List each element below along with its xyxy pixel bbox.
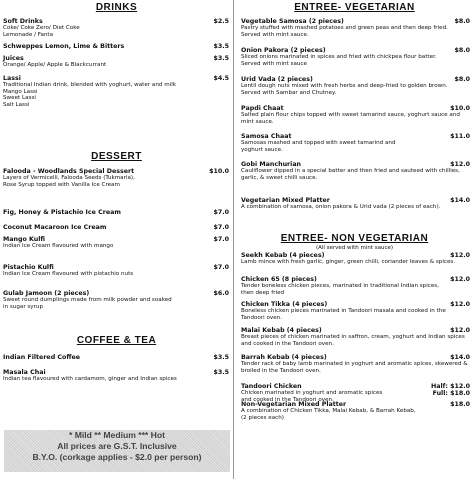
menu-item — [241, 76, 470, 96]
menu-item — [3, 369, 229, 383]
menu-item-price: $14.0 — [450, 354, 470, 361]
menu-item — [241, 161, 470, 181]
menu-item-description: Mango Lassi — [3, 88, 38, 95]
menu-item-description: Traditional Indian drink, blended with yoghurt, water and milk — [3, 82, 176, 88]
menu-item-description: Layers of Vermicelli, Falooda Seeds (Tukmaria), — [3, 175, 135, 181]
menu-item-description: Breast pieces of chicken marinated in saffron, cream, yoghurt and Indian spices — [241, 334, 465, 340]
menu-item — [241, 276, 470, 296]
menu-item-price: $12.0 — [450, 252, 470, 259]
menu-item-name: Soft Drinks — [3, 18, 43, 25]
menu-item-description: Rose Syrup topped with Vanilla Ice Cream — [3, 181, 120, 188]
menu-item — [3, 75, 229, 108]
menu-item-description: then deep fried — [241, 289, 285, 296]
column-divider — [233, 0, 234, 479]
menu-item-price: $3.5 — [213, 354, 229, 361]
menu-item-description: Tender rack of baby lamb marinated in yoghurt and aromatic spices, skewered & — [241, 361, 468, 367]
menu-item-price: $7.0 — [213, 224, 229, 231]
menu-item-price: $12.0 — [450, 301, 470, 308]
menu-item-price: $14.0 — [450, 197, 470, 204]
menu-item-name: Fig, Honey & Pistachio Ice Cream — [3, 209, 121, 216]
menu-item-name: Barrah Kebab (4 pieces) — [241, 354, 327, 361]
menu-item-price: $7.0 — [213, 209, 229, 216]
menu-item-price: $4.5 — [213, 75, 229, 82]
menu-item-price: $10.0 — [209, 168, 229, 175]
menu-item-name: Pistachio Kulfi — [3, 264, 54, 271]
menu-item-description: garlic, & sweet chilli sauce. — [241, 174, 318, 181]
menu-item — [241, 47, 470, 67]
menu-item-description: Samosas mashed and topped with sweet tamarind and — [241, 140, 396, 146]
menu-item — [241, 301, 470, 321]
menu-item-description: (2 pieces each) — [241, 414, 284, 421]
menu-item-description: Lamb mince with fresh garlic, ginger, green chilli, coriander leaves & spices. — [241, 259, 456, 265]
menu-item-name: Indian Filtered Coffee — [3, 354, 80, 361]
menu-item-name: Gobi Manchurian — [241, 161, 302, 168]
menu-item-price: $7.0 — [213, 236, 229, 243]
menu-item-price: $8.0 — [454, 47, 470, 54]
menu-item-description: Served with mint sauce — [241, 60, 307, 67]
menu-item-description: and cooked in the Tandoori oven. — [241, 340, 334, 347]
menu-item — [241, 327, 470, 347]
menu-item-price: $3.5 — [213, 43, 229, 50]
menu-item-price: $10.0 — [450, 105, 470, 112]
menu-item-price: $18.0 — [450, 401, 470, 408]
menu-item-price: $8.0 — [454, 18, 470, 25]
menu-item — [241, 354, 470, 374]
menu-item-description: Indian Ice Cream flavoured with pistachio nuts — [3, 271, 134, 277]
menu-item-price: $2.5 — [213, 18, 229, 25]
menu-item — [3, 55, 229, 69]
menu-item-price: $7.0 — [213, 264, 229, 271]
menu-item-description: Indian Ice Cream flavoured with mango — [3, 243, 114, 249]
menu-item-name: Gulab Jamoon (2 pieces) — [3, 290, 90, 297]
menu-item-price-full: Full: $18.0 — [432, 390, 470, 397]
menu-item-description: Sliced onions marinated in spices and fried with chickpea flour batter. — [241, 54, 437, 60]
menu-item — [3, 354, 229, 361]
menu-item-description: Cauliflower dipped in a special batter and then fried and sauteed with chillies, — [241, 168, 460, 174]
menu-item-description: Salted plain flour chips topped with sweet tamarind sauce, yoghurt sauce and — [241, 112, 460, 118]
menu-item-name: Papdi Chaat — [241, 105, 284, 112]
menu-item-description: mint sauce. — [241, 118, 274, 125]
nonveg-entree-subtitle: (All served with mint sauce) — [315, 245, 394, 251]
menu-item-description: Salt Lassi — [3, 101, 30, 108]
drinks-heading: DRINKS — [95, 2, 138, 13]
menu-item-description: Served with mint sauce. — [241, 31, 309, 38]
menu-item-description: Served with Sambar and Chutney. — [241, 89, 337, 96]
menu-item-description: yoghurt sauce. — [241, 146, 283, 153]
menu-item-price: $6.0 — [213, 290, 229, 297]
menu-item — [3, 236, 229, 250]
menu-item — [3, 168, 229, 188]
menu-item-price: Half: $12.0 — [430, 383, 470, 390]
menu-item-description: Tandoori oven. — [241, 314, 282, 321]
menu-item-name: Juices — [3, 55, 24, 62]
menu-item — [3, 18, 229, 38]
menu-item-description: Lemonade / Fanta — [3, 31, 54, 38]
menu-item-description: Coke/ Coke Zero/ Diet Coke — [3, 25, 80, 31]
menu-item-price: $12.0 — [450, 161, 470, 168]
menu-item-description: A combination of Chicken Tikka, Malai Kebab, & Barrah Kebab, — [241, 408, 416, 414]
menu-item — [241, 401, 470, 421]
menu-item — [3, 290, 229, 310]
menu-item — [241, 133, 470, 153]
menu-footer-note — [4, 430, 230, 472]
menu-item-name: Coconut Macaroon Ice Cream — [3, 224, 107, 231]
menu-item — [241, 252, 470, 266]
menu-item — [3, 264, 229, 278]
menu-item-description: Orange/ Apple/ Apple & Blackcurrant — [3, 62, 107, 68]
menu-item-name: Samosa Chaat — [241, 133, 292, 140]
coffee-tea-heading: COFFEE & TEA — [76, 335, 157, 346]
menu-item-price: $3.5 — [213, 55, 229, 62]
menu-item-price: $12.0 — [450, 276, 470, 283]
menu-item-description: in sugar syrup — [3, 303, 44, 310]
menu-item-price: $12.0 — [450, 327, 470, 334]
menu-item-description: broiled in the Tandoori oven. — [241, 367, 321, 374]
menu-item-description: Pastry stuffed with mashed potatoes and green peas and then deep fried. — [241, 25, 448, 31]
menu-item-name: Schweppes Lemon, Lime & Bitters — [3, 43, 125, 50]
footer-line: B.Y.O. (corkage applies - $2.0 per person) — [32, 452, 202, 462]
menu-item-description: Boneless chicken pieces marinated in Tandoori masala and cooked in the — [241, 308, 446, 314]
veg-entree-heading: ENTREE- VEGETARIAN — [294, 2, 415, 13]
menu-item-description: and cooked in the Tandoori oven. — [241, 396, 334, 403]
menu-item-name: Tandoori Chicken — [241, 383, 302, 390]
menu-item-description: Sweet round dumplings made from milk powder and soaked — [3, 297, 172, 303]
menu-item-name: Vegetarian Mixed Platter — [241, 197, 330, 204]
menu-item — [3, 43, 229, 50]
menu-item-description: Chicken marinated in yoghurt and aromatic spices — [241, 390, 383, 396]
menu-item-name: Malai Kebab (4 pieces) — [241, 327, 322, 334]
menu-item-description: Tender boneless chicken pieces, marinated in traditional Indian spices, — [241, 283, 439, 289]
menu-item-price: $3.5 — [213, 369, 229, 376]
menu-item — [241, 105, 470, 125]
menu-item-description: Lentil dough nuts mixed with fresh herbs and deep-fried to golden brown. — [241, 83, 448, 89]
menu-item-name: Seekh Kebab (4 pieces) — [241, 252, 325, 259]
footer-line: All prices are G.S.T. Inclusive — [57, 441, 177, 451]
menu-item — [241, 18, 470, 38]
menu-item-name: Falooda - Woodlands Special Dessert — [3, 168, 135, 175]
nonveg-entree-heading: ENTREE- NON VEGETARIAN — [280, 233, 429, 244]
menu-item — [241, 197, 470, 211]
menu-item-description: A combination of samosa, onion pakora & Urid vada (2 pieces of each). — [241, 204, 441, 210]
menu-item-name: Mango Kulfi — [3, 236, 46, 243]
menu-item-name: Non-Vegetarian Mixed Platter — [241, 401, 347, 408]
menu-item — [3, 209, 229, 216]
menu-item-name: Onion Pakora (2 pieces) — [241, 47, 326, 54]
menu-item-price: $11.0 — [450, 133, 470, 140]
menu-item — [3, 224, 229, 231]
menu-item-name: Masala Chai — [3, 369, 46, 376]
menu-item-name: Lassi — [3, 75, 21, 82]
menu-item-name: Urid Vada (2 pieces) — [241, 76, 313, 83]
menu-item-name: Chicken 65 (8 pieces) — [241, 276, 317, 283]
footer-line: * Mild ** Medium *** Hot — [69, 430, 165, 440]
dessert-heading: DESSERT — [91, 151, 142, 162]
menu-item-description: Sweet Lassi — [3, 95, 36, 102]
menu-item-name: Chicken Tikka (4 pieces) — [241, 301, 328, 308]
menu-item-name: Vegetable Samosa (2 pieces) — [241, 18, 344, 25]
menu-item-price: $8.0 — [454, 76, 470, 83]
menu-item-description: Indian tea flavoured with cardamom, ginger and Indian spices — [3, 376, 177, 382]
